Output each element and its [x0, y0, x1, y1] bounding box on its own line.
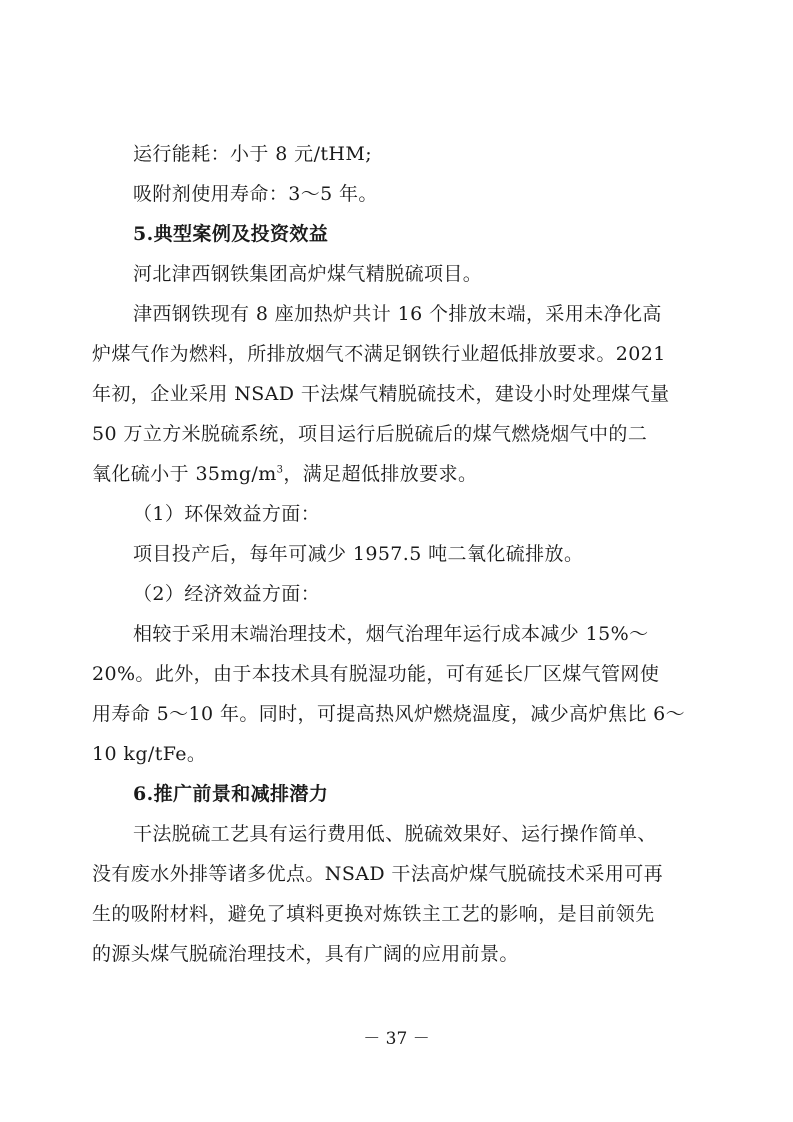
text-line-case-p1-l1: 津西钢铁现有 8 座加热炉共计 16 个排放末端，采用未净化高 — [133, 303, 662, 325]
text-so2-limit: 氧化硫小于 35mg/m — [92, 463, 277, 485]
text-line-case-p1-l4: 50 万立方米脱硫系统，项目运行后脱硫后的煤气燃烧烟气中的二 — [92, 423, 648, 445]
text-line-econ-l2: 20%。此外，由于本技术具有脱湿功能，可有延长厂区煤气管网使 — [92, 663, 660, 685]
text-line-econ-l3: 用寿命 5～10 年。同时，可提高热风炉燃烧温度，减少高炉焦比 6～ — [92, 703, 686, 725]
text-line-prospect-l2: 没有废水外排等诸多优点。NSAD 干法高炉煤气脱硫技术采用可再 — [92, 863, 664, 885]
text-ultra-low-emission: ，满足超低排放要求。 — [283, 463, 478, 485]
section-heading-5: 5.典型案例及投资效益 — [133, 223, 329, 245]
text-line-econ-l1: 相较于采用末端治理技术，烟气治理年运行成本减少 15%～ — [133, 623, 649, 645]
text-line-adsorbent-lifetime: 吸附剂使用寿命：3～5 年。 — [133, 183, 378, 205]
text-line-prospect-l3: 生的吸附材料，避免了填料更换对炼铁主工艺的影响，是目前领先 — [92, 903, 655, 925]
subheading-economic-benefit: （2）经济效益方面： — [133, 583, 321, 605]
subheading-environmental-benefit: （1）环保效益方面： — [133, 503, 321, 525]
text-line-prospect-l1: 干法脱硫工艺具有运行费用低、脱硫效果好、运行操作简单、 — [133, 823, 657, 845]
text-line-prospect-l4: 的源头煤气脱硫治理技术，具有广阔的应用前景。 — [92, 943, 519, 965]
text-line-so2-reduction: 项目投产后，每年可减少 1957.5 吨二氧化硫排放。 — [133, 543, 584, 565]
section-heading-6: 6.推广前景和减排潜力 — [133, 783, 329, 805]
text-line-case-p1-l5 — [92, 462, 477, 486]
text-line-econ-l4: 10 kg/tFe。 — [92, 743, 207, 765]
text-line-energy-consumption: 运行能耗：小于 8 元/tHM; — [133, 143, 373, 165]
text-line-project-name: 河北津西钢铁集团高炉煤气精脱硫项目。 — [133, 263, 483, 285]
text-line-case-p1-l3: 年初，企业采用 NSAD 干法煤气精脱硫技术，建设小时处理煤气量 — [92, 383, 670, 405]
page-number: － 37 － — [363, 1029, 430, 1049]
superscript-cubed: 3 — [276, 464, 284, 476]
text-line-case-p1-l2: 炉煤气作为燃料，所排放烟气不满足钢铁行业超低排放要求。2021 — [92, 343, 666, 365]
